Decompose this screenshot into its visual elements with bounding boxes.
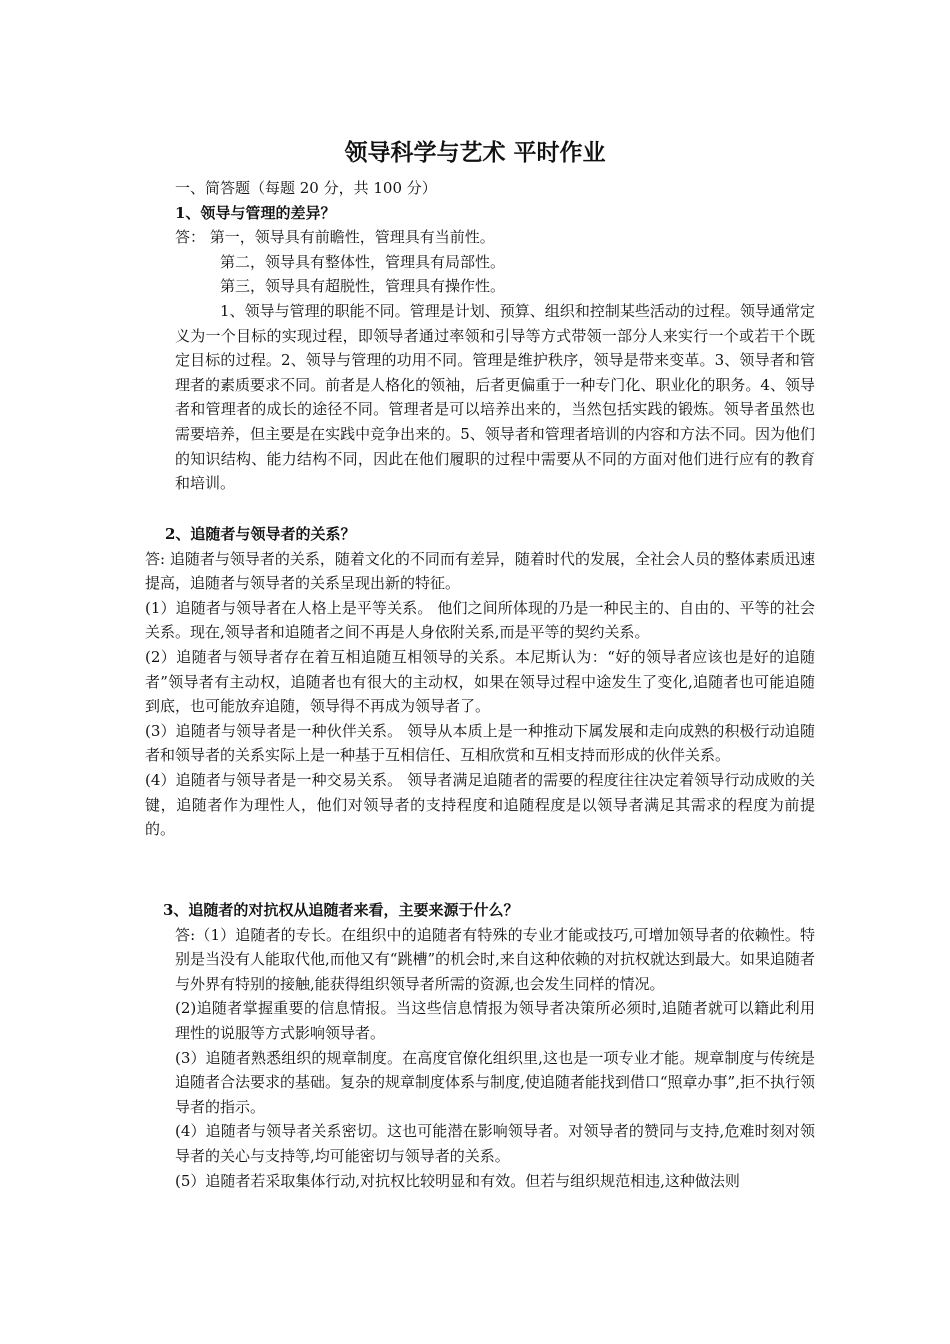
q2-point-4: (4）追随者与领导者是一种交易关系。 领导者满足追随者的需要的程度往往决定着领导行动成败的关键，追随者作为理性人，他们对领导者的支持程度和追随程度是以领导者满足其需求的程度为前提的。	[145, 770, 815, 839]
q3-point-1: 答:（1）追随者的专长。在组织中的追随者有特殊的专业才能或技巧,可增加领导者的依赖性。特别是当没有人能取代他,而他又有“跳槽”的机会时,来自这种依赖的对抗权就达到最大。如果追随者与外界有特别的接触,能获得组织领导者所需的资源,也会发生同样的情况。	[175, 925, 815, 993]
q1-line-3: 第三，领导具有超脱性，管理具有操作性。	[220, 277, 506, 296]
q2-point-1: (1）追随者与领导者在人格上是平等关系。 他们之间所体现的乃是一种民主的、自由的、平等的社会关系。现在,领导者和追随者之间不再是人身依附关系,而是平等的契约关系。	[145, 598, 815, 642]
q3-point-5: (5）追随者若采取集体行动,对抗权比较明显和有效。但若与组织规范相违,这种做法则	[175, 1171, 740, 1190]
q3-point-3: (3）追随者熟悉组织的规章制度。在高度官僚化组织里,这也是一项专业才能。规章制度与传统是追随者合法要求的基础。复杂的规章制度体系与制度,使追随者能找到借口“照章办事”,拒不执行领导者的指示。	[175, 1048, 815, 1116]
question-2-title: 2、追随者与领导者的关系？	[165, 525, 356, 543]
q3-point-4: (4）追随者与领导者关系密切。这也可能潜在影响领导者。对领导者的赞同与支持,危难时刻对领导者的关心与支持等,均可能密切与领导者的关系。	[175, 1122, 815, 1165]
q2-point-2: (2）追随者与领导者存在着互相追随互相领导的关系。本尼斯认为：“好的领导者应该也是好的追随者”领导者有主动权，追随者也有很大的主动权，如果在领导过程中途发生了变化,追随者也可能追随到底，也可能放弃追随，领导得不再成为领导者了。	[145, 647, 815, 716]
question-1-title: 1、领导与管理的差异？	[175, 203, 336, 222]
section-3	[163, 898, 815, 1193]
q1-paragraph: 1、领导与管理的职能不同。管理是计划、预算、组织和控制某些活动的过程。领导通常定义为一个目标的实现过程，即领导者通过率领和引导等方式带领一部分人来实行一个或若干个既定目标的过程。2、领导与管理的功用不同。管理是维护秩序，领导是带来变革。3、领导者和管理者的素质要求不同。前者是人格化的领袖，后者更偏重于一种专门化、职业化的职务。4、领导者和管理者的成长的途径不同。管理者是可以培养出来的，当然包括实践的锻炼。领导者虽然也需要培养，但主要是在实践中竞争出来的。5、领导者和管理者培训的内容和方法不同。因为他们的知识结构、能力结构不同，因此在他们履职的过程中需要从不同的方面对他们进行应有的教育和培训。	[175, 301, 815, 493]
q3-point-2: (2)追随者掌握重要的信息情报。当这些信息情报为领导者决策所必须时,追随者就可以籍此利用理性的说服等方式影响领导者。	[175, 999, 815, 1042]
q2-answer: 答: 追随者与领导者的关系，随着文化的不同而有差异，随着时代的发展，全社会人员的整体素质迅速提高，追随者与领导者的关系呈现出新的特征。	[145, 549, 815, 593]
q2-point-3: (3）追随者与领导者是一种伙伴关系。 领导从本质上是一种推动下属发展和走向成熟的积极行动追随者和领导者的关系实际上是一种基于互相信任、互相欣赏和互相支持而形成的伙伴关系。	[145, 721, 815, 765]
q1-line-2: 第二，领导具有整体性，管理具有局部性。	[220, 252, 506, 271]
section-2	[145, 522, 815, 842]
section-intro: 一、简答题（每题 20 分，共 100 分）	[175, 179, 437, 197]
document-title: 领导科学与艺术 平时作业	[344, 140, 606, 166]
q1-line-1: 答： 第一，领导具有前瞻性，管理具有当前性。	[175, 228, 495, 247]
question-3-title: 3、追随者的对抗权从追随者来看，主要来源于什么？	[163, 901, 519, 919]
section-1	[175, 176, 815, 496]
